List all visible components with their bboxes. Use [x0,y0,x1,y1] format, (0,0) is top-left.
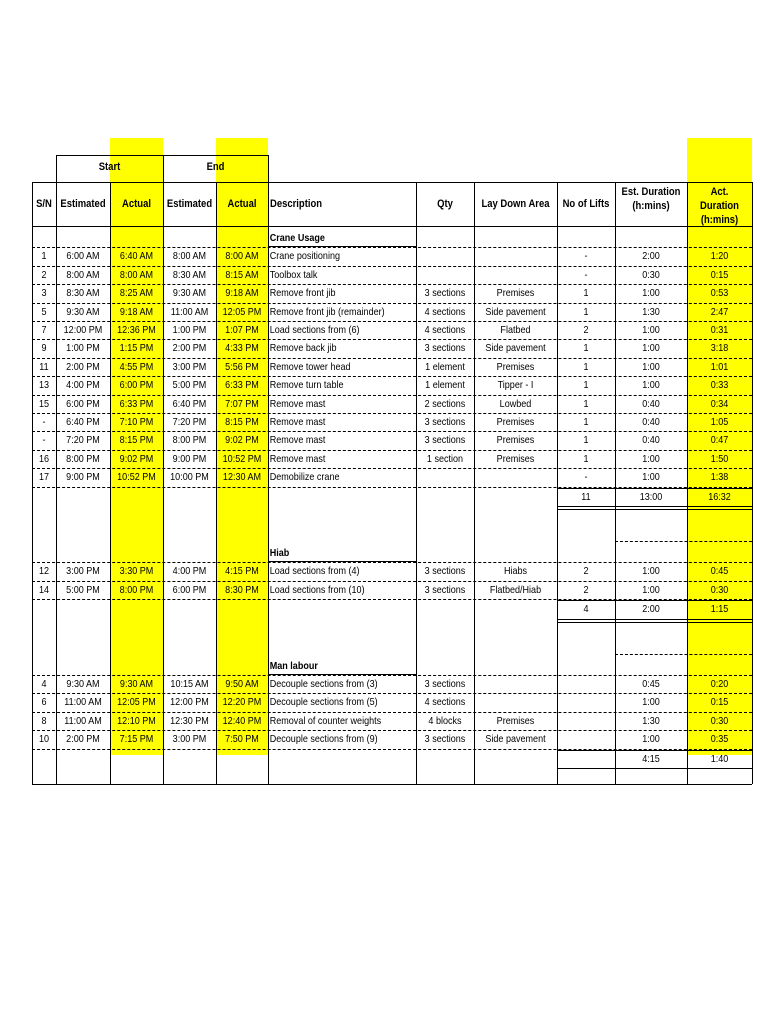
cell-end-actual: 8:15 PM [225,416,259,428]
cell-act-duration: 0:15 [710,696,729,709]
cell-start-actual: 7:10 PM [119,416,154,428]
cell-end-estimated: 4:00 PM [172,565,207,578]
column-divider [416,182,417,784]
start-group-header: Start [98,161,121,173]
cell-qty: 1 section [426,452,464,465]
cell-start-estimated: 12:00 PM [63,324,103,336]
cell-end-estimated: 2:00 PM [172,342,207,355]
cell-qty: 1 element [425,379,465,392]
cell-sn: 4 [41,678,47,690]
cell-qty: 4 sections [424,305,466,318]
cell-no-of-lifts: - [584,268,588,281]
cell-est-duration: 2:00 [642,250,660,263]
cell-start-estimated: 8:00 PM [66,452,100,465]
column-divider [32,182,33,784]
total-act-duration: 1:15 [710,603,729,616]
column-header-start-estimated: Estimated [60,198,106,210]
cell-end-actual: 9:02 PM [225,434,259,447]
cell-description: Remove back jib [269,342,337,355]
cell-start-estimated: 11:00 AM [64,696,102,709]
column-header-no-of-lifts: No of Lifts [562,198,610,210]
cell-act-duration: 1:20 [710,250,729,263]
cell-est-duration: 1:00 [642,452,660,465]
cell-end-estimated: 12:30 PM [170,714,209,727]
cell-sn: 7 [41,324,47,336]
cell-start-estimated: 9:30 AM [66,678,100,690]
cell-description: Remove front jib [269,287,336,300]
cell-lay-down-area: Lowbed [499,397,532,410]
cell-act-duration: 1:50 [710,452,729,465]
cell-sn: 12 [38,565,50,578]
cell-sn: 3 [41,287,47,300]
totals-bottom-border [557,506,752,507]
total-act-duration: 16:32 [708,490,731,503]
column-header-end-estimated: Estimated [166,198,213,210]
column-divider [687,182,688,784]
cell-end-actual: 10:52 PM [222,452,262,465]
cell-act-duration: 0:45 [710,565,729,578]
cell-start-actual: 8:00 AM [119,268,154,281]
row-divider [615,541,752,542]
cell-no-of-lifts: 2 [583,565,589,578]
cell-start-actual: 10:52 PM [117,471,156,484]
cell-start-actual: 1:15 PM [119,342,154,355]
cell-est-duration: 0:45 [642,678,660,690]
cell-end-estimated: 9:30 AM [172,287,207,300]
cell-lay-down-area: Tipper - I [497,379,534,392]
column-header-top-border [32,182,752,183]
header-top-border [56,155,268,156]
cell-est-duration: 1:00 [642,696,660,709]
cell-end-actual: 12:30 AM [222,471,262,484]
cell-start-actual: 4:55 PM [119,360,154,373]
cell-act-duration: 1:38 [710,471,729,484]
cell-description: Load sections from (6) [269,324,360,336]
cell-end-estimated: 8:30 AM [172,268,207,281]
cell-sn: - [42,434,46,447]
cell-start-actual: 8:15 PM [119,434,154,447]
cell-start-actual: 8:25 AM [119,287,154,300]
cell-end-estimated: 11:00 AM [170,305,209,318]
cell-qty: 3 sections [424,678,466,690]
cell-lay-down-area: Premises [496,360,535,373]
column-header-act-duration: Act. Duration (h:mins) [700,186,739,226]
column-header-description: Description [270,198,323,210]
cell-qty: 4 sections [424,696,466,709]
cell-description: Toolbox talk [269,268,318,281]
column-header-bottom-border [32,226,752,227]
totals-double-border [557,509,752,510]
section-title: Man labour [269,659,318,672]
cell-no-of-lifts [561,693,611,711]
column-divider [163,155,164,182]
cell-start-actual: 9:18 AM [119,305,154,318]
cell-end-estimated: 8:00 PM [172,434,207,447]
cell-end-actual: 5:56 PM [225,360,259,373]
cell-sn: 10 [38,733,50,746]
cell-description: Demobilize crane [269,471,340,484]
cell-end-estimated: 12:00 PM [170,696,209,709]
cell-lay-down-area: Premises [496,714,535,727]
cell-description: Crane positioning [269,250,340,263]
column-header-start-actual: Actual [122,198,151,210]
cell-start-estimated: 2:00 PM [66,733,100,746]
cell-qty: 3 sections [424,733,466,746]
cell-sn: 9 [41,342,47,355]
cell-no-of-lifts: 1 [583,452,589,465]
cell-start-estimated: 6:00 AM [66,250,100,263]
cell-description: Load sections from (4) [269,565,360,578]
cell-no-of-lifts [561,675,611,693]
cell-start-actual: 7:15 PM [119,733,154,746]
totals-bottom-border [557,768,752,769]
cell-no-of-lifts: 1 [583,360,589,373]
cell-start-actual: 3:30 PM [119,565,154,578]
cell-end-actual: 9:18 AM [225,287,259,300]
column-divider [56,182,57,784]
cell-description: Remove mast [269,416,326,428]
column-divider [56,155,57,182]
cell-sn: 6 [41,696,47,709]
cell-description: Removal of counter weights [269,714,382,727]
cell-sn: 17 [38,471,50,484]
cell-end-actual: 6:33 PM [225,379,259,392]
cell-qty [420,468,470,486]
cell-end-actual: 4:33 PM [225,342,259,355]
cell-start-estimated: 1:00 PM [66,342,100,355]
cell-description: Remove tower head [269,360,351,373]
column-divider [216,182,217,784]
cell-end-actual: 7:50 PM [225,733,259,746]
cell-start-estimated: 8:00 AM [66,268,100,281]
column-divider [557,182,558,784]
cell-no-of-lifts: 2 [583,324,589,336]
cell-est-duration: 1:00 [642,360,660,373]
cell-lay-down-area [480,468,551,486]
cell-est-duration: 1:00 [642,324,660,336]
column-divider [615,182,616,784]
cell-end-estimated: 7:20 PM [172,416,207,428]
cell-est-duration: 1:00 [642,287,660,300]
cell-end-actual: 12:05 PM [222,305,262,318]
column-header-est-duration: Est. Duration (h:mins) [621,186,681,212]
end-group-header: End [206,161,225,173]
cell-end-actual: 8:15 AM [225,268,259,281]
cell-lay-down-area [480,675,551,693]
cell-start-actual: 9:02 PM [119,452,154,465]
cell-end-estimated: 3:00 PM [172,733,207,746]
cell-end-estimated: 5:00 PM [172,379,207,392]
cell-est-duration: 1:00 [642,565,660,578]
cell-qty: 3 sections [424,583,466,596]
cell-act-duration: 2:47 [710,305,729,318]
cell-est-duration: 0:40 [642,434,660,447]
cell-sn: 13 [38,379,50,392]
cell-lay-down-area: Flatbed [500,324,531,336]
column-header-lay-down-area: Lay Down Area [481,198,550,210]
cell-no-of-lifts: 2 [583,583,589,596]
cell-start-actual: 12:10 PM [117,714,156,727]
cell-act-duration: 0:47 [710,434,729,447]
cell-description: Decouple sections from (5) [269,696,378,709]
cell-no-of-lifts: - [584,471,588,484]
cell-sn: 15 [38,397,50,410]
cell-end-estimated: 6:40 PM [172,397,207,410]
cell-start-actual: 6:40 AM [119,250,154,263]
column-divider [268,182,269,784]
cell-end-estimated: 9:00 PM [172,452,207,465]
column-divider [110,182,111,784]
cell-sn: 14 [38,583,50,596]
cell-est-duration: 1:00 [642,379,660,392]
total-lifts: 11 [581,490,591,503]
cell-qty: 2 sections [424,397,466,410]
cell-start-estimated: 9:30 AM [66,305,100,318]
cell-end-actual: 12:40 PM [222,714,262,727]
cell-est-duration: 0:40 [642,416,660,428]
cell-qty: 3 sections [424,416,466,428]
cell-act-duration: 0:53 [710,287,729,300]
cell-lay-down-area: Side pavement [485,342,546,355]
table-bottom-border [32,784,752,785]
cell-start-actual: 12:36 PM [117,324,156,336]
cell-sn: - [42,416,46,428]
cell-sn: 11 [39,360,49,373]
column-header-sn: S/N [36,198,52,210]
cell-description: Decouple sections from (9) [269,733,378,746]
cell-end-estimated: 1:00 PM [172,324,207,336]
cell-description: Remove front jib (remainder) [269,305,385,318]
cell-act-duration: 0:30 [710,714,729,727]
cell-lay-down-area: Hiabs [503,565,528,578]
cell-no-of-lifts: 1 [583,416,589,428]
cell-no-of-lifts: 1 [583,397,589,410]
cell-start-estimated: 8:30 AM [66,287,100,300]
cell-no-of-lifts: 1 [583,434,589,447]
cell-start-estimated: 6:40 PM [66,416,100,428]
total-est-duration: 4:15 [642,752,660,765]
cell-no-of-lifts: 1 [583,342,589,355]
column-header-end-actual: Actual [227,198,257,210]
total-lifts: 4 [583,603,589,616]
totals-bottom-border [557,619,752,620]
cell-lay-down-area: Premises [496,452,535,465]
cell-act-duration: 1:01 [710,360,729,373]
cell-end-estimated: 10:15 AM [170,678,209,690]
cell-qty: 3 sections [424,287,466,300]
cell-no-of-lifts: - [584,250,588,263]
cell-est-duration: 1:30 [642,305,660,318]
section-title: Hiab [269,547,290,559]
cell-end-actual: 1:07 PM [225,324,259,336]
cell-est-duration: 1:00 [642,583,660,596]
cell-qty [420,266,470,284]
cell-lay-down-area: Flatbed/Hiab [489,583,542,596]
cell-start-estimated: 9:00 PM [66,471,100,484]
cell-est-duration: 1:00 [642,471,660,484]
cell-description: Decouple sections from (3) [269,678,378,690]
cell-description: Remove mast [269,434,326,447]
cell-sn: 2 [41,268,47,281]
cell-start-estimated: 5:00 PM [66,583,100,596]
cell-sn: 16 [38,452,50,465]
column-divider [268,155,269,182]
column-divider [752,182,753,784]
cell-act-duration: 1:05 [710,416,729,428]
cell-end-actual: 9:50 AM [225,678,259,690]
cell-description: Remove mast [269,452,326,465]
cell-no-of-lifts [561,712,611,730]
column-header-qty: Qty [437,198,453,210]
cell-lay-down-area: Side pavement [485,733,546,746]
cell-sn: 8 [41,714,47,727]
row-divider [615,654,752,655]
total-act-duration: 1:40 [710,752,729,765]
cell-end-estimated: 10:00 PM [170,471,209,484]
cell-lay-down-area: Premises [496,416,535,428]
cell-description: Load sections from (10) [269,583,365,596]
cell-end-actual: 7:07 PM [225,397,259,410]
cell-est-duration: 0:40 [642,397,660,410]
cell-sn: 1 [41,250,47,263]
cell-act-duration: 3:18 [710,342,729,355]
cell-act-duration: 0:15 [710,268,729,281]
cell-act-duration: 0:31 [710,324,729,336]
cell-est-duration: 0:30 [642,268,660,281]
cell-end-estimated: 6:00 PM [172,583,207,596]
cell-act-duration: 0:35 [710,733,729,746]
cell-start-actual: 6:00 PM [119,379,154,392]
cell-qty: 1 element [425,360,465,373]
cell-description: Remove turn table [269,379,344,392]
total-est-duration: 13:00 [639,490,663,503]
cell-lay-down-area: Premises [496,434,535,447]
cell-sn: 5 [41,305,47,318]
cell-qty [420,247,470,265]
totals-double-border [557,622,752,623]
column-divider [474,182,475,784]
total-lifts [561,750,611,768]
cell-start-estimated: 2:00 PM [66,360,100,373]
cell-lay-down-area: Premises [496,287,535,300]
cell-qty: 3 sections [424,434,466,447]
cell-no-of-lifts: 1 [583,305,589,318]
cell-start-estimated: 11:00 AM [64,714,102,727]
cell-end-actual: 12:20 PM [222,696,262,709]
cell-start-actual: 12:05 PM [117,696,156,709]
cell-est-duration: 1:30 [642,714,660,727]
cell-est-duration: 1:00 [642,342,660,355]
cell-start-estimated: 3:00 PM [66,565,100,578]
cell-lay-down-area [480,247,551,265]
column-divider [163,182,164,784]
cell-description: Remove mast [269,397,326,410]
cell-lay-down-area: Side pavement [485,305,546,318]
cell-act-duration: 0:20 [710,678,729,690]
cell-qty: 4 blocks [428,714,462,727]
cell-start-actual: 6:33 PM [119,397,154,410]
cell-act-duration: 0:30 [710,583,729,596]
cell-lay-down-area [480,693,551,711]
cell-end-estimated: 3:00 PM [172,360,207,373]
cell-no-of-lifts: 1 [583,287,589,300]
cell-no-of-lifts [561,730,611,748]
section-title: Crane Usage [269,232,325,244]
cell-end-actual: 4:15 PM [225,565,259,578]
cell-end-actual: 8:00 AM [225,250,259,263]
cell-qty: 3 sections [424,565,466,578]
cell-lay-down-area [480,266,551,284]
cell-est-duration: 1:00 [642,733,660,746]
cell-act-duration: 0:33 [710,379,729,392]
cell-start-estimated: 6:00 PM [66,397,100,410]
cell-act-duration: 0:34 [710,397,729,410]
cell-start-actual: 9:30 AM [119,678,154,690]
cell-qty: 4 sections [424,324,466,336]
total-est-duration: 2:00 [642,603,660,616]
cell-qty: 3 sections [424,342,466,355]
cell-end-actual: 8:30 PM [225,583,259,596]
cell-start-actual: 8:00 PM [119,583,154,596]
cell-start-estimated: 7:20 PM [66,434,100,447]
cell-end-estimated: 8:00 AM [172,250,207,263]
cell-start-estimated: 4:00 PM [66,379,100,392]
cell-no-of-lifts: 1 [583,379,589,392]
